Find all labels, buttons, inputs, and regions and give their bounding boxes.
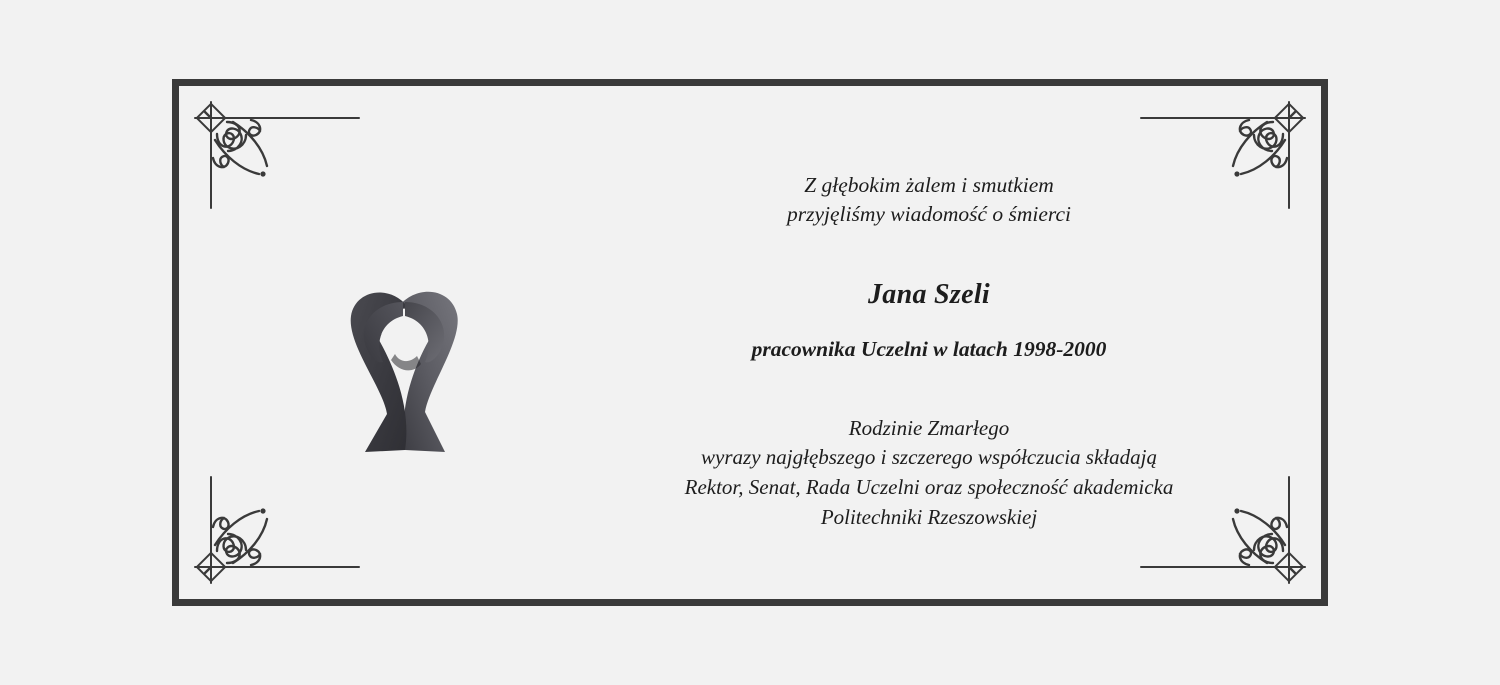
deceased-name: Jana Szeli (867, 278, 991, 310)
closing-line-1: Rodzinie Zmarłego (848, 415, 1010, 440)
closing-line-2: wyrazy najgłębszego i szczerego współczucia składają (701, 445, 1157, 470)
corner-ornament-top-left-icon (193, 100, 373, 210)
obituary-card-inner (179, 86, 1321, 599)
closing-line-3: Rektor, Senat, Rada Uczelni oraz społeczność akademicka (684, 475, 1174, 500)
mourning-ribbon-icon (279, 236, 539, 476)
obituary-text-block (579, 171, 1279, 533)
closing-paragraph (579, 414, 1279, 533)
lead-line-2: przyjęliśmy wiadomość o śmierci (786, 201, 1072, 226)
lead-line-1: Z głębokim żalem i smutkiem (804, 173, 1054, 197)
obituary-card (172, 79, 1328, 606)
closing-line-4: Politechniki Rzeszowskiej (820, 505, 1038, 530)
deceased-role: pracownika Uczelni w latach 1998-2000 (751, 336, 1107, 361)
corner-ornament-bottom-left-icon (193, 475, 373, 585)
lead-paragraph (579, 171, 1279, 229)
